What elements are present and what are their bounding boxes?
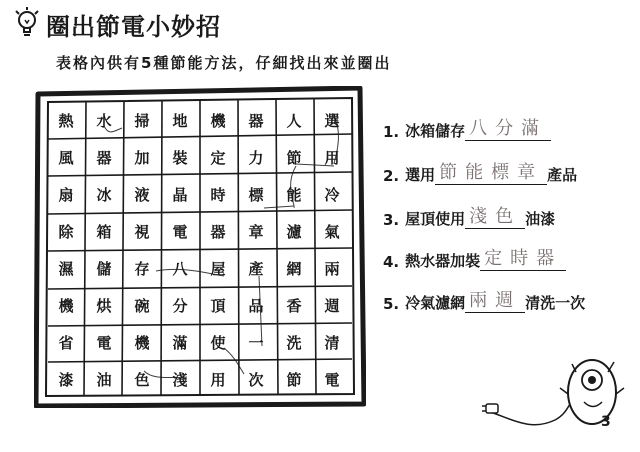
grid-cell[interactable]: 漆 bbox=[58, 371, 74, 389]
grid-cell[interactable]: 冷 bbox=[324, 186, 340, 204]
grid-cell[interactable]: 選 bbox=[324, 112, 340, 130]
instruction-text: 表格內供有5種節能方法，仔細找出來並圈出 bbox=[56, 54, 392, 72]
grid-cell[interactable]: 香 bbox=[286, 297, 302, 315]
grid-cell[interactable]: 加 bbox=[134, 149, 150, 167]
grid-cell[interactable]: 週 bbox=[324, 297, 340, 315]
answer-field-4[interactable]: 定時器 bbox=[480, 248, 566, 271]
grid-cell[interactable]: 人 bbox=[286, 112, 302, 130]
grid-cell[interactable]: 節 bbox=[286, 149, 302, 167]
grid-cell[interactable]: 電 bbox=[96, 334, 112, 352]
grid-cell[interactable]: 淺 bbox=[172, 371, 188, 389]
grid-cell[interactable]: 扇 bbox=[58, 186, 74, 204]
word-search-board bbox=[34, 86, 366, 408]
page-title: 圈出節電小妙招 bbox=[46, 12, 221, 41]
grid-cell[interactable]: 色 bbox=[134, 371, 150, 389]
grid-cell[interactable]: 機 bbox=[134, 334, 150, 352]
grid-cell[interactable]: 機 bbox=[210, 112, 226, 130]
answer-field-5[interactable]: 兩週 bbox=[465, 290, 525, 313]
grid-cell[interactable]: 碗 bbox=[134, 297, 150, 315]
grid-cell[interactable]: 屋 bbox=[210, 260, 226, 278]
lightbulb-icon bbox=[14, 7, 40, 41]
grid-cell[interactable]: 標 bbox=[248, 186, 264, 204]
grid-cell[interactable]: 滿 bbox=[172, 334, 188, 352]
question-4: 4. 熱水器加裝 定時器 bbox=[383, 248, 566, 271]
grid-cell[interactable]: 用 bbox=[324, 149, 340, 167]
grid-cell[interactable]: 濾 bbox=[286, 223, 302, 241]
grid-cell[interactable]: 兩 bbox=[324, 260, 340, 278]
grid-cell[interactable]: 冰 bbox=[96, 186, 112, 204]
grid-cell[interactable]: 節 bbox=[286, 371, 302, 389]
grid-cell[interactable]: 產 bbox=[248, 260, 264, 278]
answer-field-3[interactable]: 淺色 bbox=[465, 206, 525, 229]
grid-cell[interactable]: 掃 bbox=[134, 112, 150, 130]
grid-cell[interactable]: 視 bbox=[134, 223, 150, 241]
grid-cell[interactable]: 時 bbox=[210, 186, 226, 204]
grid-cell[interactable]: 次 bbox=[248, 371, 264, 389]
grid-cell[interactable]: 濕 bbox=[58, 260, 74, 278]
page-title-area bbox=[14, 6, 221, 42]
grid-cell[interactable]: 油 bbox=[96, 371, 112, 389]
grid-cell[interactable]: 八 bbox=[172, 260, 188, 278]
question-3: 3. 屋頂使用 淺色 油漆 bbox=[383, 206, 556, 229]
grid-cell[interactable]: 氣 bbox=[324, 223, 340, 241]
grid-cell[interactable]: 省 bbox=[58, 334, 74, 352]
grid-cell[interactable]: 電 bbox=[172, 223, 188, 241]
robot-mascot-icon bbox=[480, 340, 630, 440]
grid-cell[interactable]: 熱 bbox=[58, 112, 74, 130]
grid-cell[interactable]: 章 bbox=[248, 223, 264, 241]
grid-cell[interactable]: 頂 bbox=[210, 297, 226, 315]
grid-cell[interactable]: 箱 bbox=[96, 223, 112, 241]
answer-field-1[interactable]: 八分滿 bbox=[465, 118, 551, 141]
grid-cell[interactable]: 機 bbox=[58, 297, 74, 315]
grid-cell[interactable]: 電 bbox=[324, 371, 340, 389]
grid-cell[interactable]: 器 bbox=[96, 149, 112, 167]
grid-cell[interactable]: 器 bbox=[248, 112, 264, 130]
grid-cell[interactable]: 風 bbox=[58, 149, 74, 167]
grid-cell[interactable]: 烘 bbox=[96, 297, 112, 315]
grid-cell[interactable]: 液 bbox=[134, 186, 150, 204]
grid-cell[interactable]: 晶 bbox=[172, 186, 188, 204]
question-2: 2. 選用 節能標章 產品 bbox=[383, 162, 578, 185]
grid-cell[interactable]: 網 bbox=[286, 260, 302, 278]
grid-cell[interactable]: 清 bbox=[324, 334, 340, 352]
grid-cell[interactable]: 洗 bbox=[286, 334, 302, 352]
grid-cell[interactable]: 定 bbox=[210, 149, 226, 167]
grid-cell[interactable]: 一 bbox=[248, 334, 264, 352]
grid-cell[interactable]: 能 bbox=[286, 186, 302, 204]
grid-cell[interactable]: 品 bbox=[248, 297, 264, 315]
question-5: 5. 冷氣濾網 兩週 清洗一次 bbox=[383, 290, 586, 313]
grid-cell[interactable]: 水 bbox=[96, 112, 112, 130]
grid-cell[interactable]: 器 bbox=[210, 223, 226, 241]
grid-cell[interactable]: 分 bbox=[172, 297, 188, 315]
answer-field-2[interactable]: 節能標章 bbox=[435, 162, 547, 185]
grid-cell[interactable]: 儲 bbox=[96, 260, 112, 278]
mascot-badge: 3 bbox=[601, 414, 611, 430]
grid-cell[interactable]: 用 bbox=[210, 371, 226, 389]
grid-cell[interactable]: 除 bbox=[58, 223, 74, 241]
grid-cell[interactable]: 存 bbox=[134, 260, 150, 278]
grid-cell[interactable]: 使 bbox=[210, 334, 226, 352]
grid-cell[interactable]: 力 bbox=[248, 149, 264, 167]
question-1: 1. 冰箱儲存 八分滿 bbox=[383, 118, 551, 141]
grid-cell[interactable]: 地 bbox=[172, 112, 188, 130]
grid-cell[interactable]: 裝 bbox=[172, 149, 188, 167]
